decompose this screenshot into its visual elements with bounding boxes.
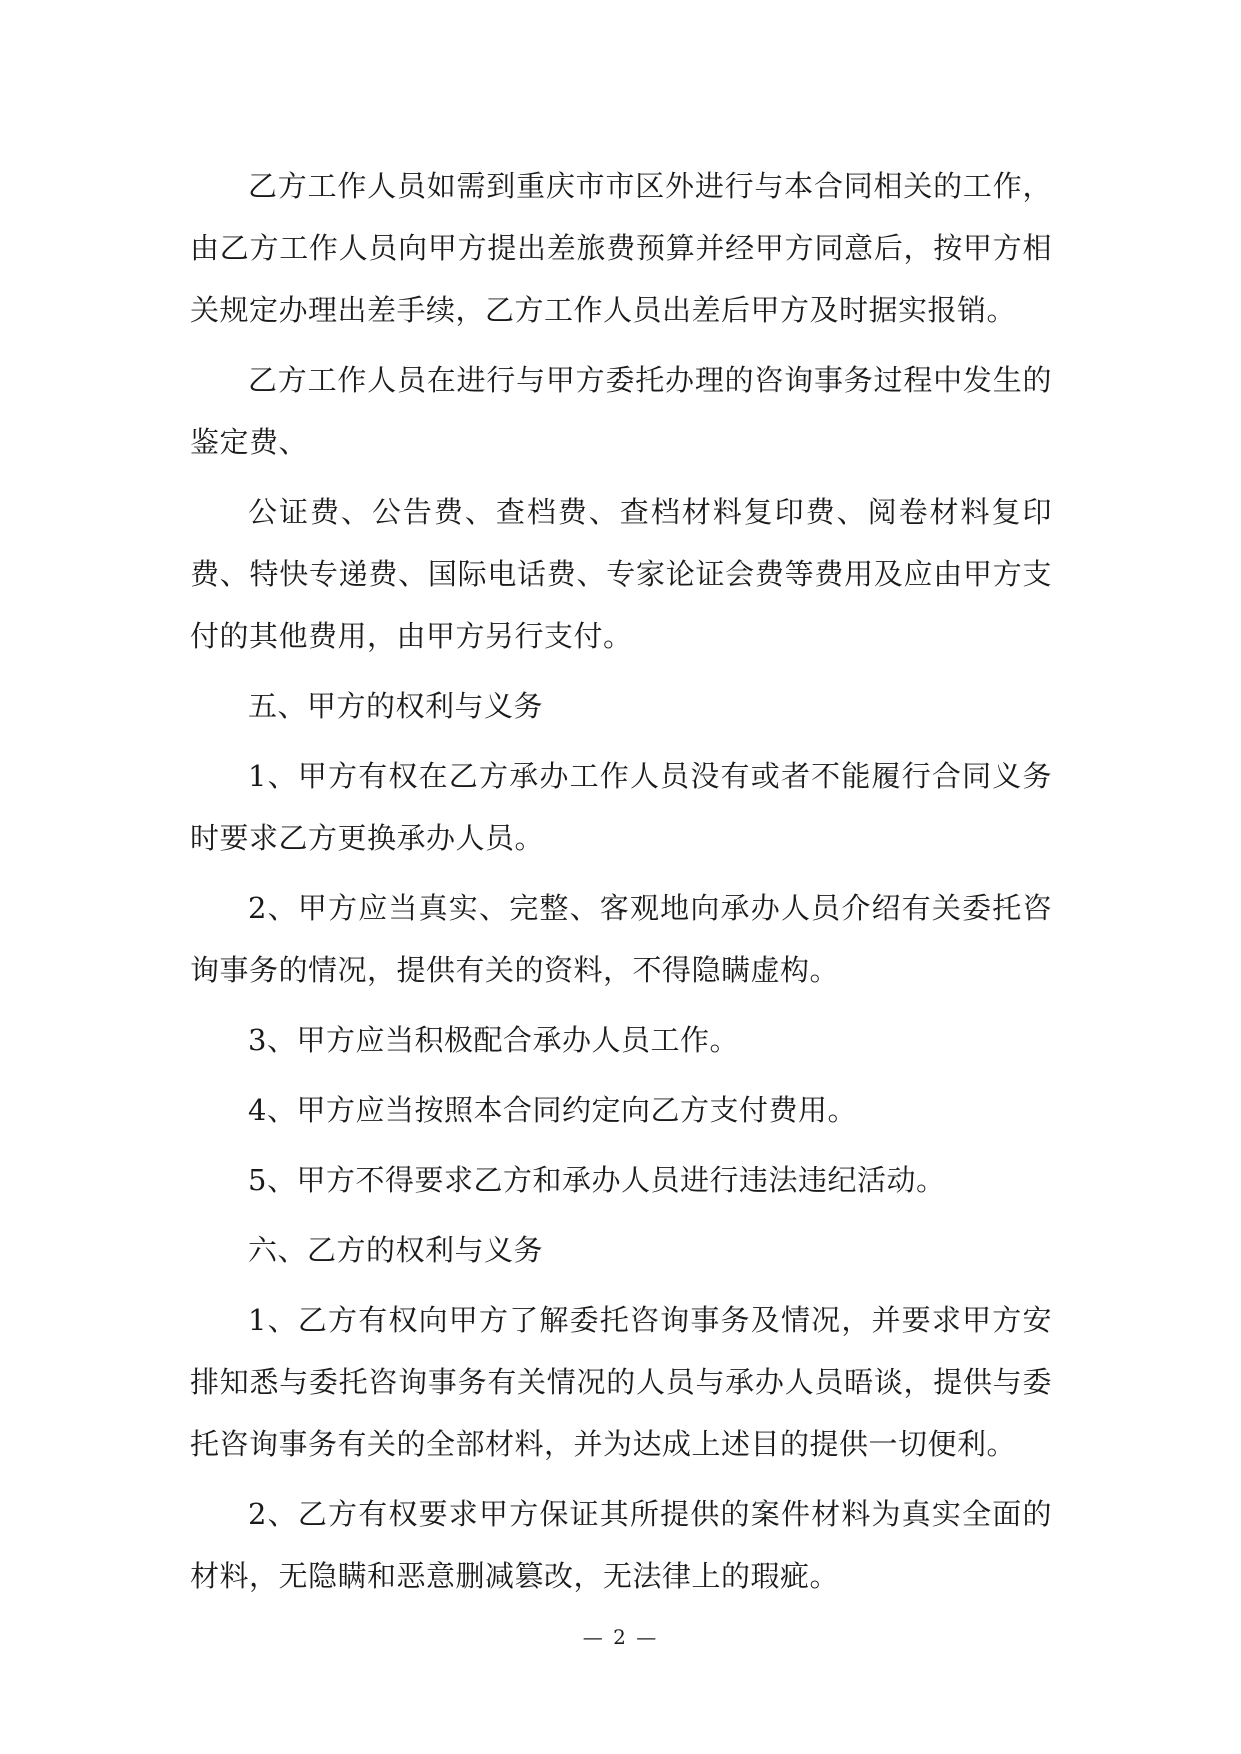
section-heading-party-a: 五、甲方的权利与义务 [248, 689, 544, 723]
list-item-party-b-1: 1、乙方有权向甲方了解委托咨询事务及情况，并要求甲方安排知悉与委托咨询事务有关情况的人员与承办人员晤谈，提供与委托咨询事务有关的全部材料，并为达成上述目的提供一切便利。 [190, 1303, 1052, 1461]
list-item-party-a-5: 5、甲方不得要求乙方和承办人员进行违法违纪活动。 [248, 1163, 946, 1197]
list-item-party-a-2: 2、甲方应当真实、完整、客观地向承办人员介绍有关委托咨询事务的情况，提供有关的资料，不得隐瞒虚构。 [190, 891, 1052, 987]
section-heading-party-b: 六、乙方的权利与义务 [248, 1233, 544, 1267]
list-item-party-a-3: 3、甲方应当积极配合承办人员工作。 [248, 1023, 739, 1057]
list-item-party-a-1: 1、甲方有权在乙方承办工作人员没有或者不能履行合同义务时要求乙方更换承办人员。 [190, 759, 1052, 855]
paragraph-other-fees: 公证费、公告费、查档费、查档材料复印费、阅卷材料复印费、特快专递费、国际电话费、专家论证会费等费用及应由甲方支付的其他费用，由甲方另行支付。 [190, 495, 1052, 653]
paragraph-travel-expenses: 乙方工作人员如需到重庆市市区外进行与本合同相关的工作，由乙方工作人员向甲方提出差旅费预算并经甲方同意后，按甲方相关规定办理出差手续，乙方工作人员出差后甲方及时据实报销。 [190, 169, 1052, 327]
list-item-party-b-2: 2、乙方有权要求甲方保证其所提供的案件材料为真实全面的材料，无隐瞒和恶意删减篡改，无法律上的瑕疵。 [190, 1497, 1052, 1593]
page-number: — 2 — [582, 1625, 659, 1649]
list-item-party-a-4: 4、甲方应当按照本合同约定向乙方支付费用。 [248, 1093, 857, 1127]
paragraph-consulting-fees: 乙方工作人员在进行与甲方委托办理的咨询事务过程中发生的鉴定费、 [190, 363, 1052, 459]
document-body [190, 155, 1052, 1615]
